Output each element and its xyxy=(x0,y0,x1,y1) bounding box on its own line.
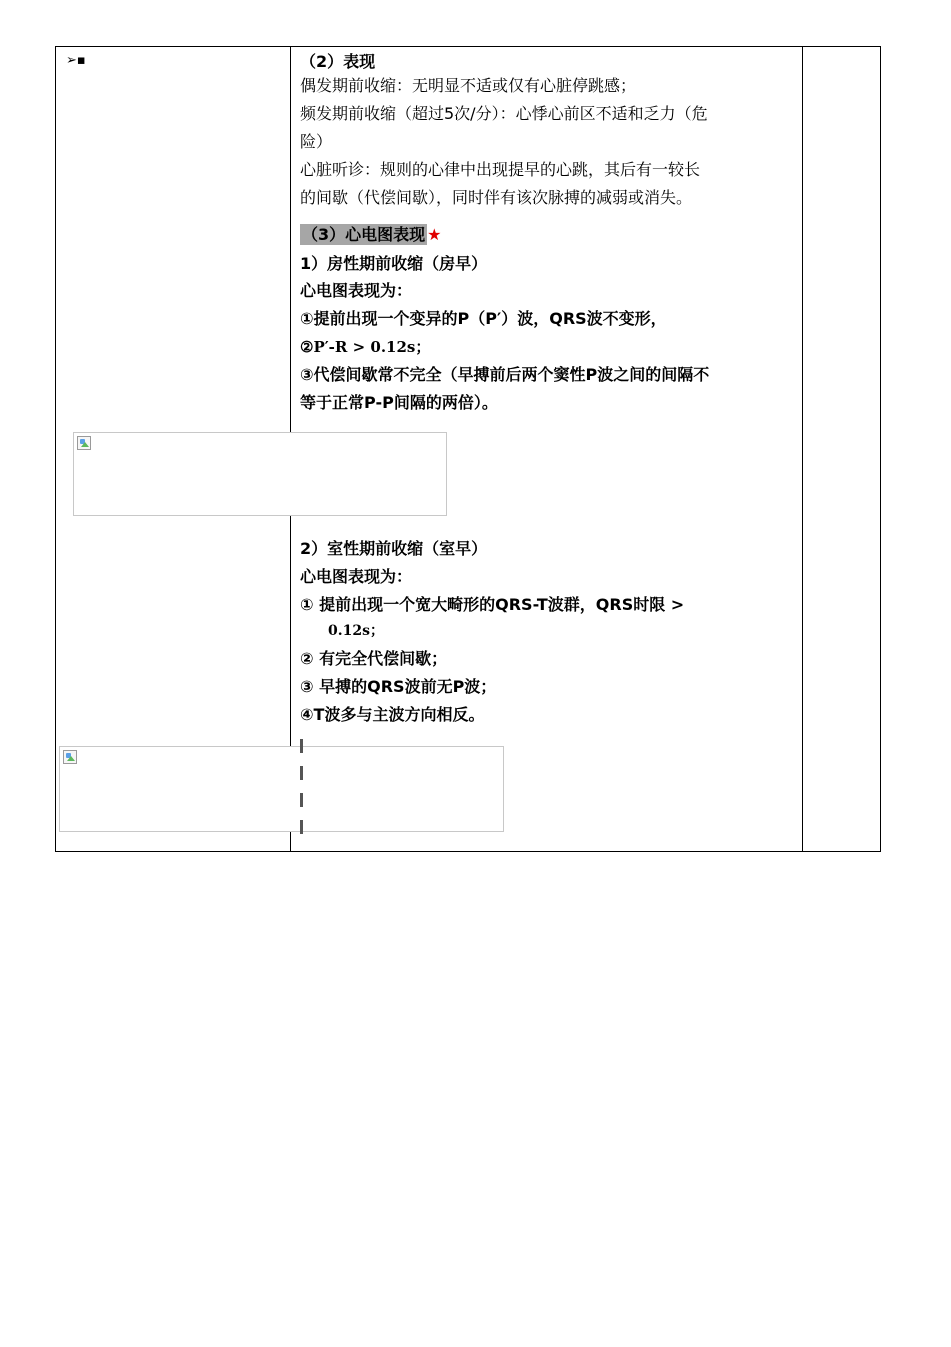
star-icon: ★ xyxy=(427,225,442,244)
ventricular-item: ④T波多与主波方向相反。 xyxy=(300,705,485,724)
atrial-item: ①提前出现一个变异的P（P′）波，QRS波不变形， xyxy=(300,309,667,328)
atrial-item: ③代偿间歇常不完全（早搏前后两个窦性P波之间的间隔不 xyxy=(300,365,710,384)
column-divider xyxy=(802,47,803,851)
atrial-subtitle: 心电图表现为： xyxy=(300,281,413,300)
broken-image-icon xyxy=(63,750,77,764)
text-line: 偶发期前收缩：无明显不适或仅有心脏停跳感； xyxy=(300,76,637,95)
ventricular-title: 2）室性期前收缩（室早） xyxy=(300,539,488,558)
dashed-marker xyxy=(300,820,303,834)
text-line: 险） xyxy=(300,132,333,151)
ventricular-item: ③ 早搏的QRS波前无P波； xyxy=(300,677,497,696)
ecg-image-placeholder xyxy=(73,432,447,516)
atrial-item: 等于正常P-P间隔的两倍）。 xyxy=(300,393,498,412)
atrial-item: ②P′-R > 0.12s； xyxy=(300,338,431,356)
dashed-marker xyxy=(300,793,303,807)
ventricular-subtitle: 心电图表现为： xyxy=(300,567,413,586)
ventricular-item: ② 有完全代偿间歇； xyxy=(300,649,448,668)
ecg-image-placeholder xyxy=(59,746,504,832)
section-3-heading-row xyxy=(300,224,441,246)
section-3-heading: （3）心电图表现 xyxy=(302,225,426,244)
broken-image-icon xyxy=(77,436,91,450)
document-table xyxy=(55,46,881,852)
text-line: 的间歇（代偿间歇），同时伴有该次脉搏的减弱或消失。 xyxy=(300,188,693,207)
text-line: 心脏听诊：规则的心律中出现提早的心跳，其后有一较长 xyxy=(300,160,701,179)
text-line: 频发期前收缩（超过5次/分）：心悸心前区不适和乏力（危 xyxy=(300,104,708,123)
atrial-title: 1）房性期前收缩（房早） xyxy=(300,254,488,273)
bullet-marker: ➢▪ xyxy=(66,53,86,68)
ventricular-item: ① 提前出现一个宽大畸形的QRS-T波群，QRS时限 > xyxy=(300,595,685,614)
dashed-marker xyxy=(300,739,303,753)
dashed-marker xyxy=(300,766,303,780)
section-2-heading: （2）表现 xyxy=(300,52,376,71)
ventricular-item: 0.12s； xyxy=(328,623,384,639)
